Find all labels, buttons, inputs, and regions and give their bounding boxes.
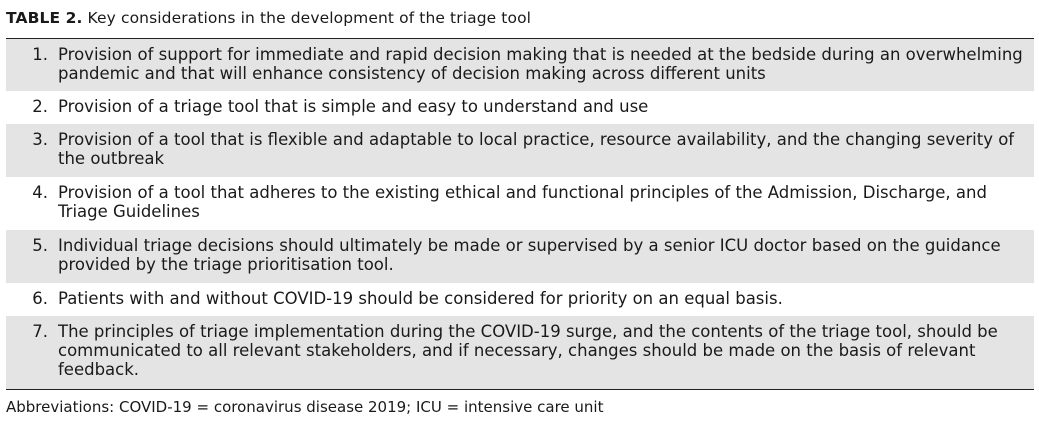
- row-number: 4.: [32, 183, 48, 202]
- row-number: 1.: [32, 45, 48, 64]
- table-title: Key considerations in the development of the triage tool: [87, 9, 532, 27]
- row-number: 6.: [32, 289, 48, 308]
- table-bottom-rule: [6, 389, 1034, 390]
- table-row: [6, 124, 1034, 177]
- table-label: TABLE 2.: [6, 9, 83, 27]
- row-text: Provision of a tool that adheres to the existing ethical and functional principles of the Admission, Discharge, and Triage Guidelines: [58, 183, 987, 221]
- row-number: 2.: [32, 97, 48, 116]
- table-row: [6, 177, 1034, 230]
- row-text: Provision of support for immediate and rapid decision making that is needed at the bedside during an overwhelming pandemic and that will enhance consistency of decision making across different units: [58, 45, 1023, 83]
- abbreviations-footnote: Abbreviations: COVID-19 = coronavirus disease 2019; ICU = intensive care unit: [6, 398, 604, 416]
- row-text: Provision of a tool that is flexible and adaptable to local practice, resource availability, and the changing severity of the outbreak: [58, 130, 1015, 168]
- table-caption: [6, 9, 531, 27]
- table-row: [6, 316, 1034, 389]
- row-number: 5.: [32, 236, 48, 255]
- row-text: The principles of triage implementation during the COVID-19 surge, and the contents of the triage tool, should be communicated to all relevant stakeholders, and if necessary, changes should be made on the basis of relevant feedback.: [58, 322, 998, 379]
- row-number: 7.: [32, 322, 48, 341]
- considerations-table: [6, 39, 1034, 389]
- table-row: [6, 230, 1034, 283]
- row-text: Provision of a triage tool that is simple and easy to understand and use: [58, 97, 649, 116]
- row-number: 3.: [32, 130, 48, 149]
- table-row: [6, 39, 1034, 91]
- table-row: [6, 283, 1034, 316]
- row-text: Individual triage decisions should ultimately be made or supervised by a senior ICU doctor based on the guidance provided by the triage prioritisation tool.: [58, 236, 1001, 274]
- table-row: [6, 91, 1034, 124]
- row-text: Patients with and without COVID-19 should be considered for priority on an equal basis.: [58, 289, 783, 308]
